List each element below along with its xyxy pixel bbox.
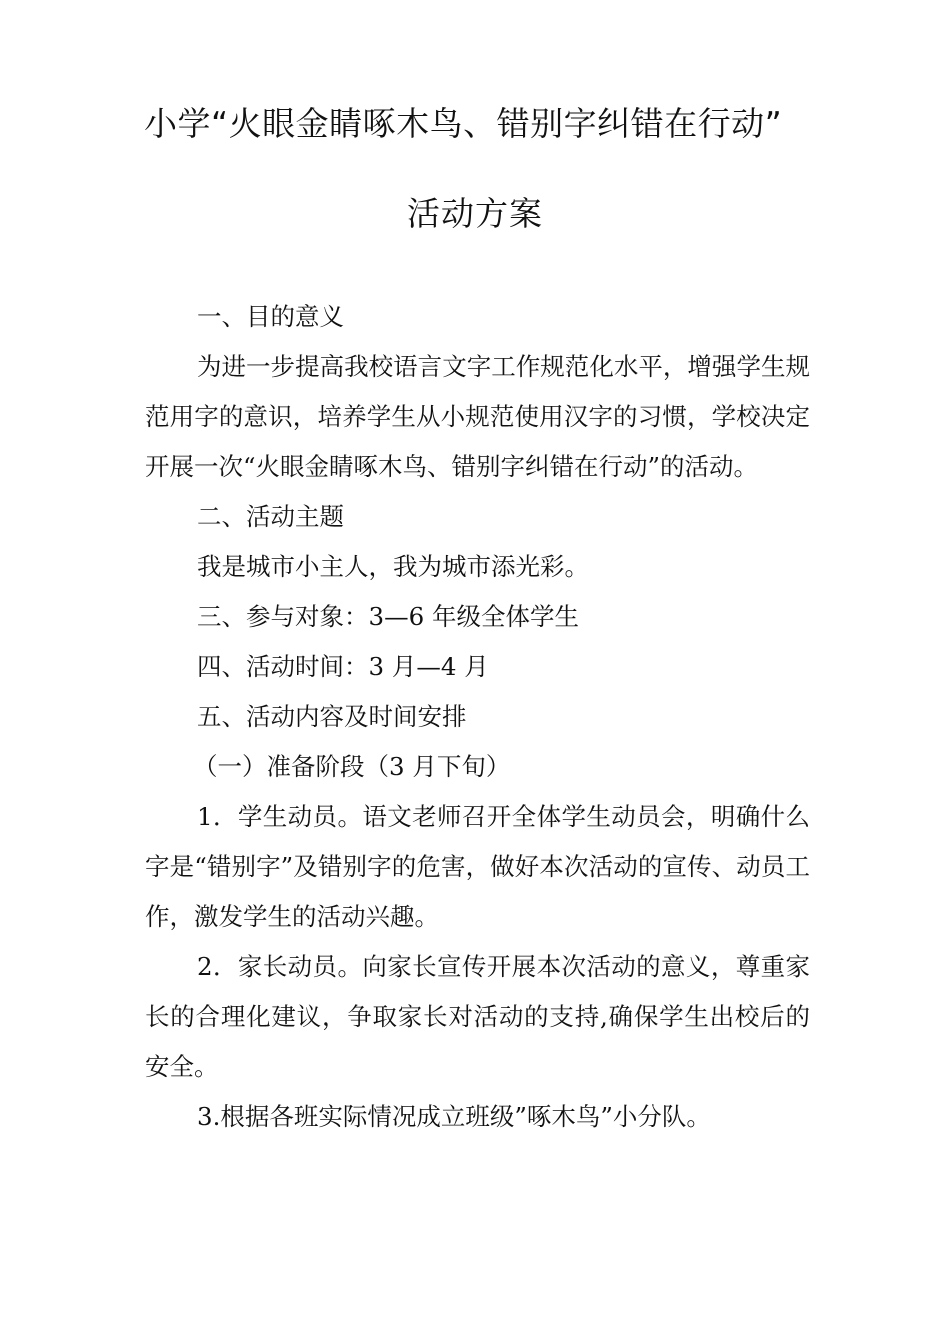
document-body	[145, 292, 810, 1142]
section-heading-content: 五、活动内容及时间安排	[197, 702, 467, 731]
document-title-text: 小学“火眼金睛啄木鸟、错别字纠错在行动”	[144, 104, 783, 143]
section-heading-participants: 三、参与对象：3—6 年级全体学生	[197, 602, 579, 631]
subsection-heading-preparation: （一）准备阶段（3 月下旬）	[193, 752, 511, 781]
paragraph-theme: 我是城市小主人，我为城市添光彩。	[197, 552, 589, 581]
paragraph-parent-mobilization: 2．家长动员。向家长宣传开展本次活动的意义，尊重家长的合理化建议，争取家长对活动的支持,确保学生出校后的安全。	[145, 952, 810, 1081]
paragraph-student-mobilization: 1．学生动员。语文老师召开全体学生动员会，明确什么字是“错别字”及错别字的危害，做好本次活动的宣传、动员工作，激发学生的活动兴趣。	[145, 802, 810, 931]
paragraph-purpose: 为进一步提高我校语言文字工作规范化水平，增强学生规范用字的意识，培养学生从小规范使用汉字的习惯，学校决定开展一次“火眼金睛啄木鸟、错别字纠错在行动”的活动。	[145, 352, 810, 481]
section-heading-time: 四、活动时间：3 月—4 月	[197, 652, 489, 681]
paragraph-team-formation: 3.根据各班实际情况成立班级”啄木鸟”小分队。	[197, 1102, 711, 1131]
section-heading-theme: 二、活动主题	[197, 502, 344, 531]
document-title	[138, 100, 798, 148]
document-subtitle: 活动方案	[407, 194, 543, 233]
section-heading-purpose: 一、目的意义	[197, 302, 344, 331]
